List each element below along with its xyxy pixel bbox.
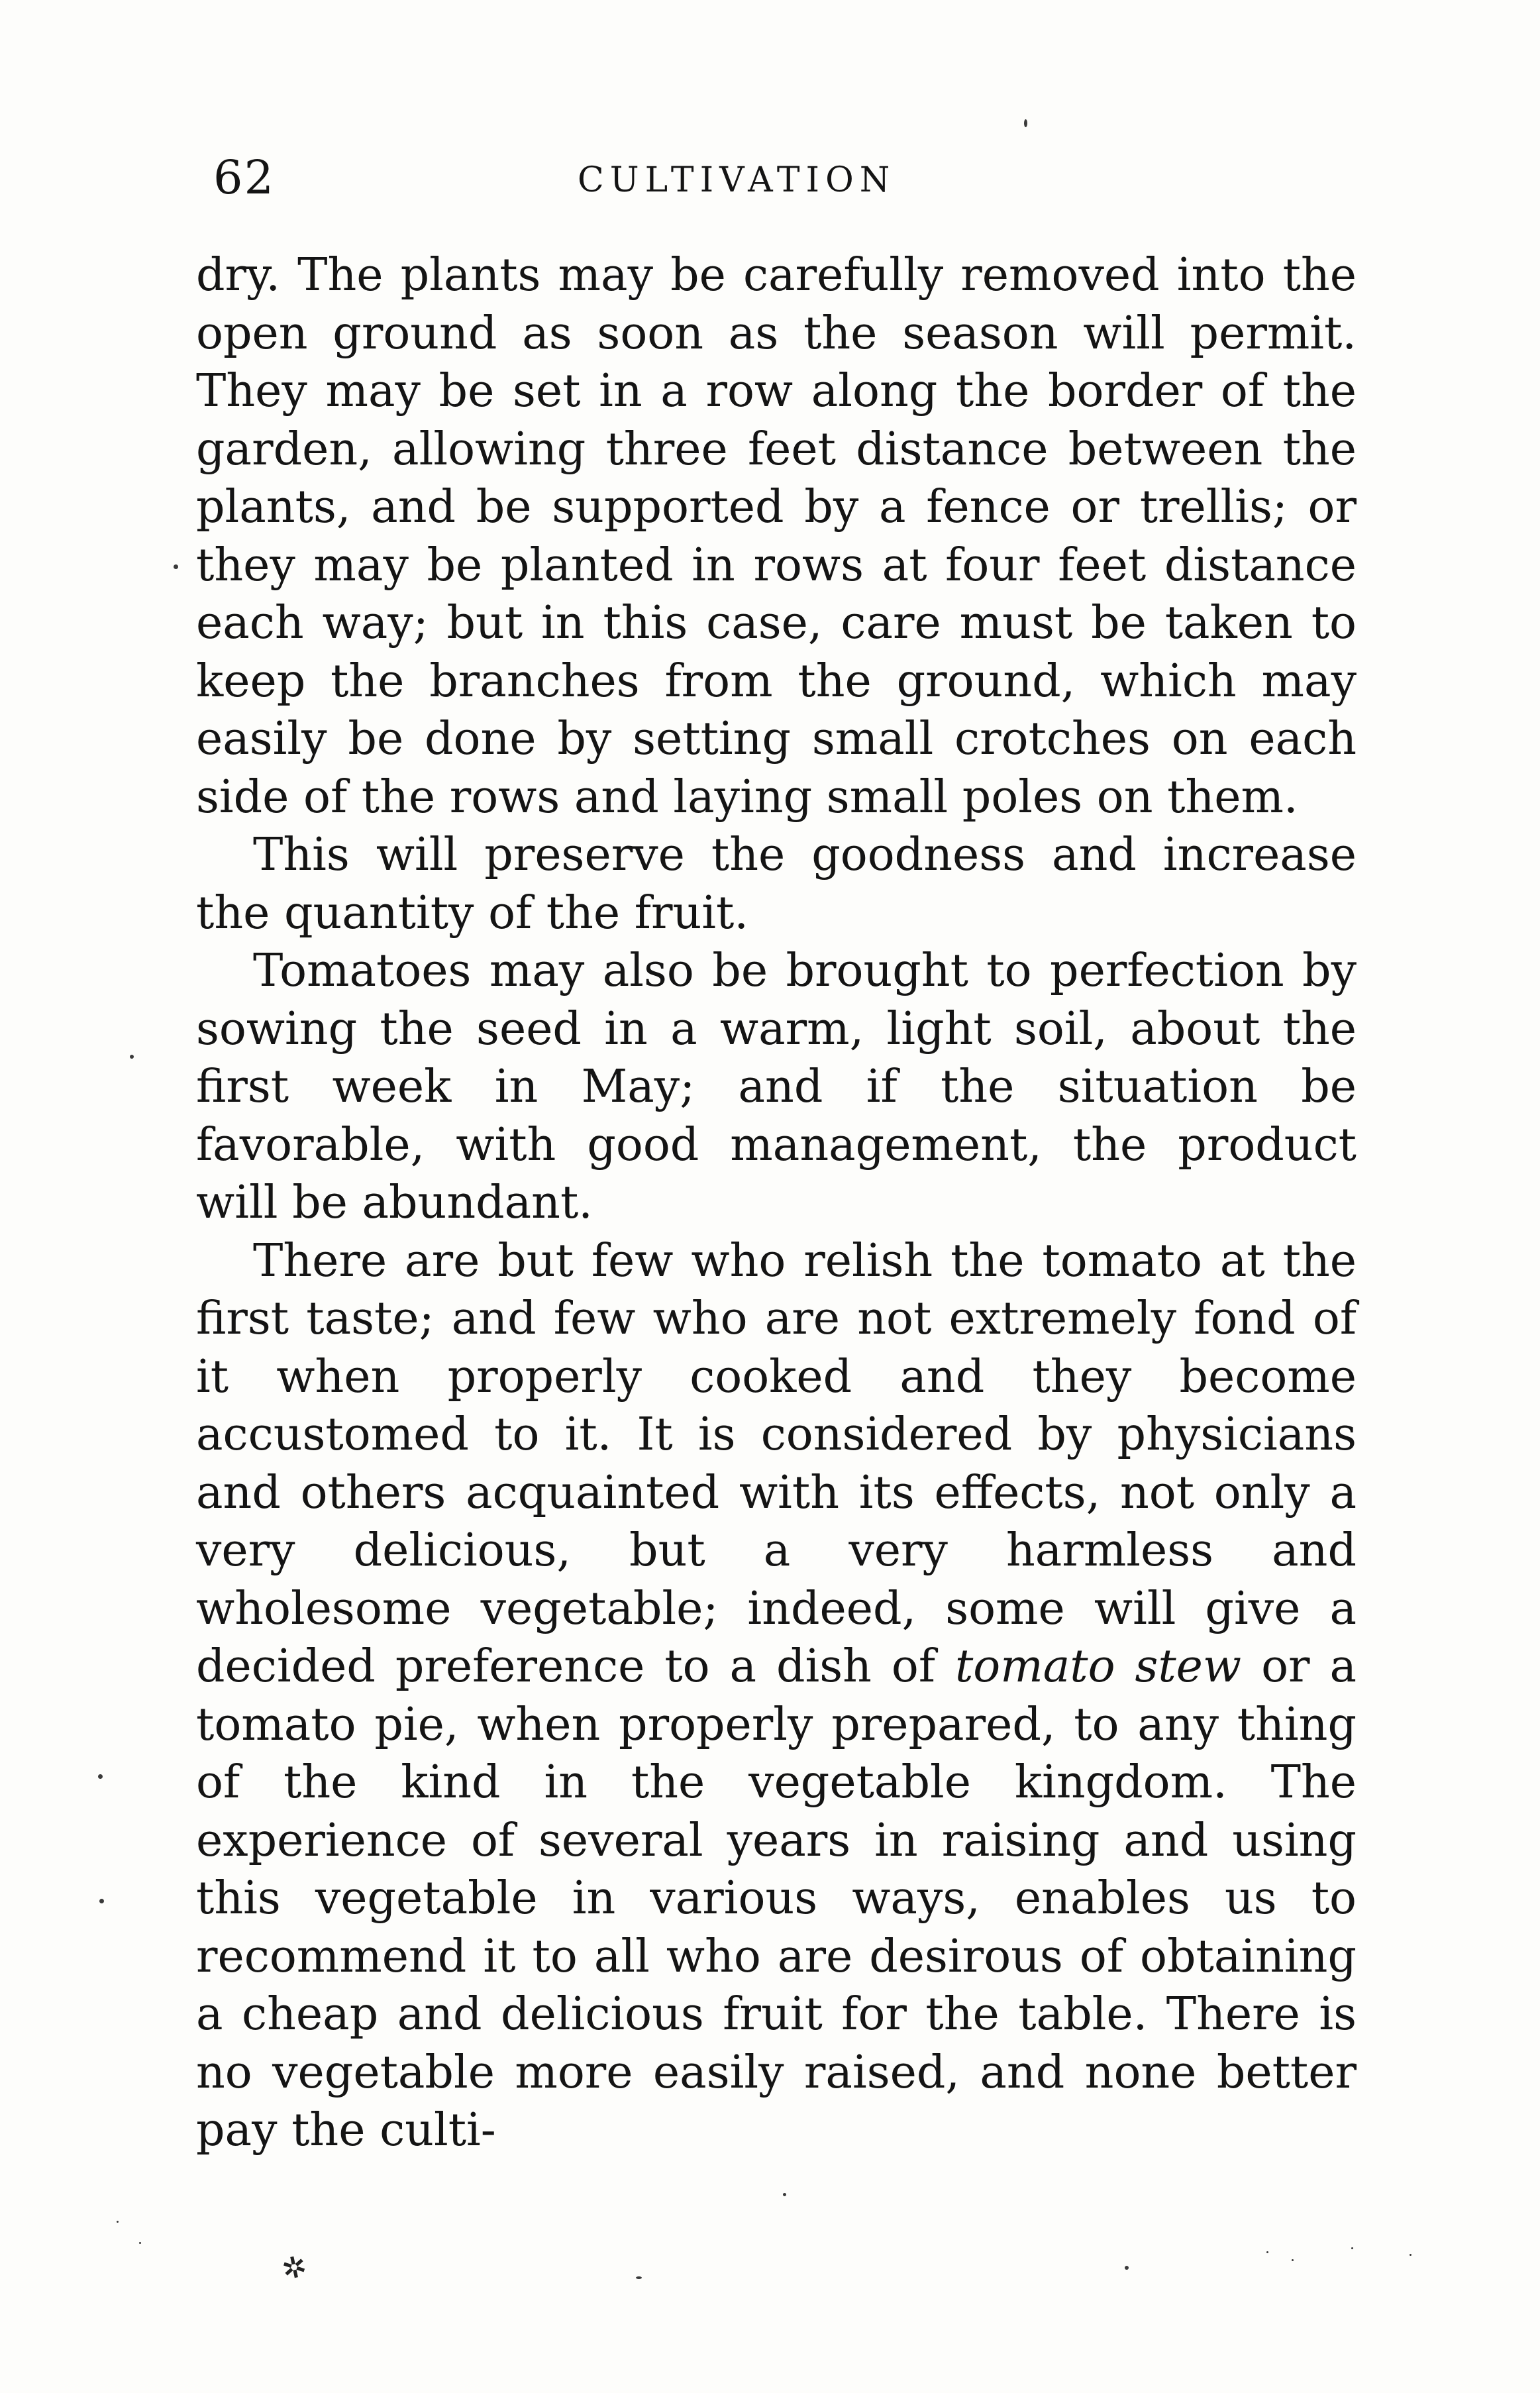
speck <box>636 2276 642 2279</box>
running-head: CULTIVATION <box>578 160 896 200</box>
speck <box>1410 2254 1412 2256</box>
paragraph-3: Tomatoes may also be brought to perfection by sowing the seed in a warm, light soil, about the first week in May; and if the situation be favorable, with good management, the product will be abundant. <box>196 945 1357 1229</box>
speck <box>174 564 178 569</box>
body-text <box>196 246 1357 2160</box>
speck <box>1266 2251 1268 2253</box>
speck <box>130 1055 134 1059</box>
speck <box>783 2193 786 2196</box>
speck <box>1292 2259 1294 2261</box>
speck <box>1024 119 1027 127</box>
page-header <box>213 138 1339 217</box>
speck <box>117 2221 119 2223</box>
paragraph-1: dry. The plants may be carefully removed into the open ground as soon as the season will permit. They may be set in a row along the border of the garden, allowing three feet distance between the plants, and be supported by a fence or trellis; or they may be planted in rows at four feet distance each way; but in this case, care must be taken to keep the branches from the ground, which may easily be done by setting small crotches on each side of the rows and laying small poles on them. <box>196 249 1357 824</box>
page-number: 62 <box>213 150 276 205</box>
speck <box>99 1899 104 1903</box>
paragraph-4-text-end: or a tomato pie, when properly prepared, to any thing of the kind in the vegetable kingdom. The experience of several years in raising and using this vegetable in various ways, enables us to recommend it to all who are desirous of obtaining a cheap and delicious fruit for the table. There is no vegetable more easily raised, and none better pay the culti- <box>196 1640 1357 2156</box>
speck <box>1351 2247 1353 2249</box>
paragraph-4 <box>196 1232 1357 2160</box>
speck <box>1125 2266 1129 2270</box>
speck <box>98 1774 103 1779</box>
paragraph-4-italic-phrase: tomato stew <box>954 1640 1242 1693</box>
paragraph-2: This will preserve the goodness and increase the quantity of the fruit. <box>196 829 1357 939</box>
speck <box>139 2242 141 2244</box>
ink-mark-icon: ✲ <box>279 2249 310 2288</box>
paragraph-4-text-start: There are but few who relish the tomato at the first taste; and few who are not extremely fond of it when properly cooked and they become accustomed to it. It is considered by physicians and others acquainted with its effects, not only a very delicious, but a very harmless and wholesome vegetable; indeed, some will give a decided preference to a dish of <box>196 1234 1357 1693</box>
